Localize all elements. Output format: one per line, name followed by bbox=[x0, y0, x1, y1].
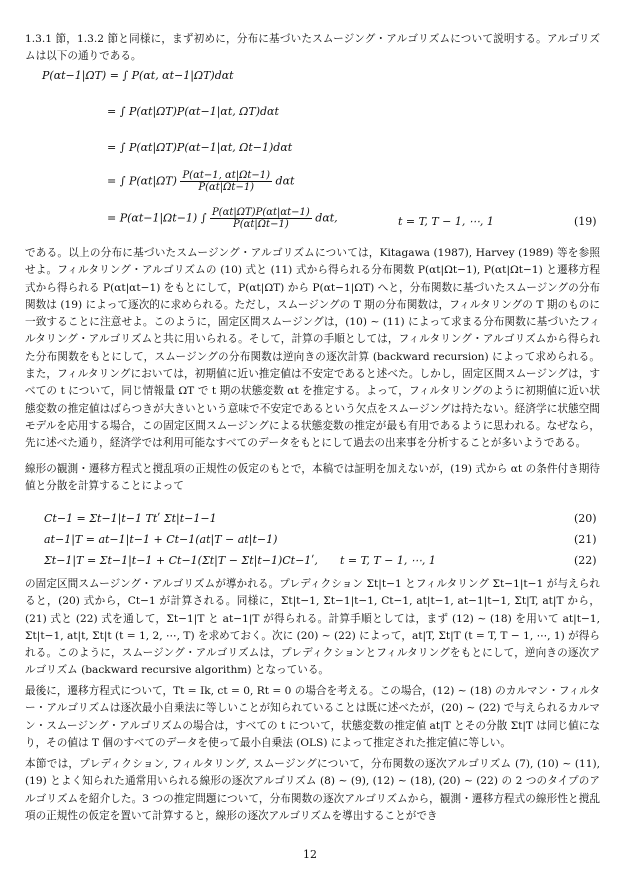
eq19-line4 bbox=[107, 170, 294, 193]
ols-paragraph: 最後に，遷移方程式について，Tt = Ik, ct = 0, Rt = 0 の場合を考える。この場合，(12) ∼ (18) のカルマン・フィルター・アルゴリズムは逐次最小自乗法に等しいことが知られていることは既に述べたが，(20) ∼ (22) で与えられるカルマン・スムージング・アルゴリズムの場合は，すべての t について，状態変数の推定値 at|T とその分散 Σt|T は同じ値になり，その値は T 個のすべてのデータを使って最小自乗法 (OLS) によって推定された推定値に等しい。 bbox=[25, 685, 600, 749]
eq22: Σt−1|T = Σt−1|t−1 + Ct−1(Σt|T − Σt|t−1)Ct−1ʹ, bbox=[44, 554, 318, 567]
eq19-line4-fraction bbox=[180, 170, 272, 193]
eq21-number: (21) bbox=[574, 533, 597, 546]
eq19-line3: = ∫ P(αt|ΩT)P(αt−1|αt, Ωt−1)dαt bbox=[107, 141, 293, 154]
eq19-line4-numerator: P(αt−1, αt|Ωt−1) bbox=[182, 170, 271, 181]
normality-paragraph: 線形の観測・遷移方程式と撹乱項の正規性の仮定のもとで，本稿では証明を加えないが，(19) 式から αt の条件付き期待値と分散を計算することによって bbox=[25, 463, 600, 493]
eq19-line2: = ∫ P(αt|ΩT)P(αt−1|αt, ΩT)dαt bbox=[107, 105, 279, 118]
eq19-line4-post: dαt bbox=[275, 174, 295, 188]
smoothing-paragraph: である。以上の分布に基づいたスムージング・アルゴリズムについては，Kitagawa (1987), Harvey (1989) 等を参照せよ。フィルタリング・アルゴリズムの (10) 式と (11) 式から得られる分布関数 P(αt|Ωt−1), P(αt|Ωt−1) と遷移方程式から得られる P(αt|αt−1) をもとにして，P(αt|ΩT) から P(αt−1|ΩT) へと，分布関数に基づいたスムージングの分布関数は (19) によって逐次的に求められる。ただし，スムージングの T 期の分布関数は，フィルタリングの T 期のものに一致することに注意せよ。このように，固定区間スムージングは，(10) ∼ (11) によって求まる分布関数に基づいたフィルタリング・アルゴリズムと共に用いられる。そして，計算の手順としては，フィルタリング・アルゴリズムから得られた分布関数をもとにして，スムージングの分布関数は逆向きの逐次計算 (backward recursion) によって求められる。また，フィルタリングにおいては，初期値に近い推定値は不安定であると述べた。しかし，固定区間スムージングは，すべての t について，同じ情報量 ΩT で t 期の状態変数 αt を推定する。よって，フィルタリングのように初期値に近い状態変数の推定値はばらつきが大きいという意味で不安定であるという欠点をスムージングは持たない。経済学に状態空間モデルを応用する場合，この固定区間スムージングによる状態変数の推定が最も有用であるように思われる。なぜなら，先に述べた通り，経済学では利用可能なすべてのデータをもとにして過去の出来事を分析することが多いようである。 bbox=[25, 247, 600, 450]
algorithm-paragraph: の固定区間スムージング・アルゴリズムが導かれる。プレディクション Σt|t−1 とフィルタリング Σt−1|t−1 が与えられると，(20) 式から，Ct−1 が計算される。同様に，Σt|t−1, Σt−1|t−1, Ct−1, at|t−1, at−1|t−1, Σt|T, at|T から，(21) 式と (22) 式を通して，Σt−1|T と at−1|T が得られる。計算手順としては，まず (12) ∼ (18) を用いて at|t−1, Σt|t−1, at|t, Σt|t (t = 1, 2, ⋯, T) を求めておく。次に (20) ∼ (22) によって，at|T, Σt|T (t = T, T − 1, ⋯, 1) が得られる。このように，スムージング・アルゴリズムは，プレディクションとフィルタリングをもとにして，逆向きの逐次アルゴリズム (backward recursive algorithm) となっている。 bbox=[25, 578, 600, 677]
eq19-line5-post: dαt, bbox=[315, 211, 338, 225]
eq22-condition: t = T, T − 1, ⋯, 1 bbox=[340, 554, 436, 567]
eq19-line5-pre: = P(αt−1|Ωt−1) ∫ bbox=[107, 211, 207, 225]
eq19-line5-denominator: P(αt|Ωt−1) bbox=[233, 219, 289, 230]
page-number: 12 bbox=[303, 848, 317, 861]
eq20-number: (20) bbox=[574, 512, 597, 525]
eq20: Ct−1 = Σt−1|t−1 Ttʹ Σt|t−1−1 bbox=[44, 512, 217, 525]
eq21: at−1|T = at−1|t−1 + Ct−1(at|T − at|t−1) bbox=[44, 533, 278, 546]
eq19-line4-pre: = ∫ P(αt|ΩT) bbox=[107, 174, 177, 188]
eq22-number: (22) bbox=[574, 554, 597, 567]
eq19-line4-denominator: P(αt|Ωt−1) bbox=[198, 182, 255, 193]
eq19-condition: t = T, T − 1, ⋯, 1 bbox=[398, 215, 494, 228]
eq19-line5-fraction bbox=[210, 207, 312, 230]
intro-paragraph: 1.3.1 節，1.3.2 節と同様に，まず初めに，分布に基づいたスムージング・アルゴリズムについて説明する。アルゴリズムは以下の通りである。 bbox=[25, 33, 600, 63]
eq19-number: (19) bbox=[574, 215, 597, 228]
eq19-line1: P(αt−1|ΩT) = ∫ P(αt, αt−1|ΩT)dαt bbox=[42, 69, 234, 82]
eq19-line5 bbox=[107, 207, 338, 230]
summary-paragraph: 本節では，プレディクション, フィルタリング, スムージングについて，分布関数の逐次アルゴリズム (7), (10) ∼ (11), (19) とよく知られた通常用いられる線形の逐次アルゴリズム (8) ∼ (9), (12) ∼ (18), (20) ∼ (22) の 2 つのタイプのアルゴリズムを紹介した。3 つの推定問題について，分布関数の逐次アルゴリズムから，観測・遷移方程式の線形性と撹乱項の正規性の仮定を置いて計算すると，線形の逐次アルゴリズムを導出することができ bbox=[25, 758, 600, 822]
eq19-line5-numerator: P(αt|ΩT)P(αt|αt−1) bbox=[211, 207, 310, 218]
